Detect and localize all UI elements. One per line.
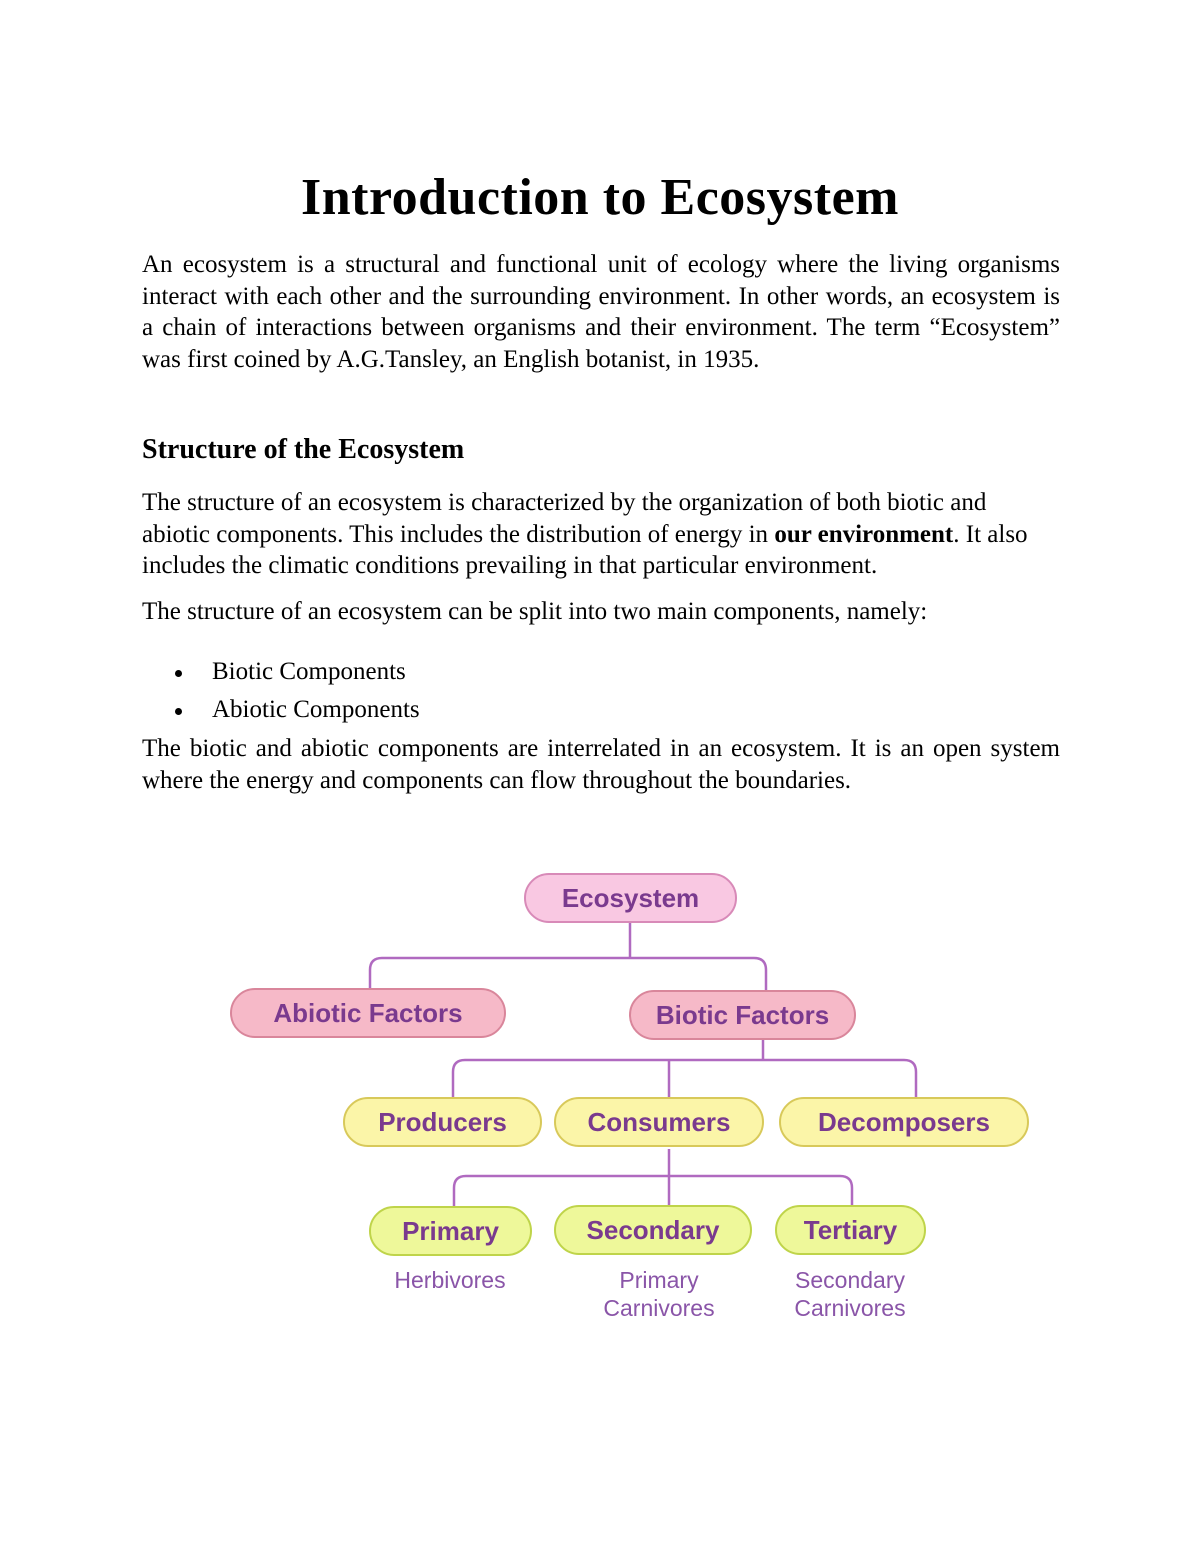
connector-lines (370, 922, 916, 1206)
node-producers: Producers (343, 1097, 542, 1147)
structure-paragraph-1 (142, 487, 1060, 582)
structure-heading: Structure of the Ecosystem (142, 434, 465, 465)
node-abiotic-factors: Abiotic Factors (230, 988, 506, 1038)
connector-root (370, 922, 766, 990)
label-primary-carnivores-line-2: Carnivores (603, 1295, 715, 1321)
structure-p1-text-a: The structure of an ecosystem is characterized by the organization of both biotic and abiotic components. This includes the distribution of energy in (142, 489, 987, 548)
intro-paragraph: An ecosystem is a structural and functional unit of ecology where the living organisms interact with each other and the surrounding environment. In other words, an ecosystem is a chain of interactions between organisms and their environment. The term “Ecosystem” was first coined by A.G.Tansley, an English botanist, in 1935. (142, 251, 1060, 373)
label-primary-carnivores (570, 1266, 748, 1322)
components-list (142, 655, 1042, 731)
ecosystem-diagram (0, 860, 1200, 1340)
node-tertiary: Tertiary (775, 1205, 926, 1255)
node-secondary: Secondary (554, 1205, 752, 1255)
node-biotic-factors: Biotic Factors (629, 990, 856, 1040)
list-item: Biotic Components (142, 655, 1042, 693)
node-decomposers: Decomposers (779, 1097, 1029, 1147)
label-secondary-carnivores-line-2: Carnivores (794, 1295, 906, 1321)
connector-consumers (454, 1149, 852, 1206)
page-title: Introduction to Ecosystem (301, 169, 899, 226)
label-primary-carnivores-line-1: Primary (619, 1267, 699, 1293)
node-ecosystem: Ecosystem (524, 873, 737, 923)
structure-p1-bold: our environment (774, 520, 954, 548)
connector-biotic (453, 1038, 916, 1097)
node-primary: Primary (369, 1206, 532, 1256)
node-consumers: Consumers (554, 1097, 764, 1147)
label-secondary-carnivores-line-1: Secondary (795, 1267, 905, 1293)
structure-paragraph-2: The structure of an ecosystem can be split into two main components, namely: (142, 598, 928, 625)
label-secondary-carnivores (770, 1266, 930, 1322)
structure-paragraph-3: The biotic and abiotic components are interrelated in an ecosystem. It is an open system where the energy and components can flow throughout the boundaries. (142, 735, 1060, 794)
label-herbivores: Herbivores (394, 1267, 506, 1293)
list-item: Abiotic Components (142, 693, 1042, 731)
structure-p1-text-b: . It also includes the climatic conditions prevailing in that particular environment. (142, 520, 1028, 579)
